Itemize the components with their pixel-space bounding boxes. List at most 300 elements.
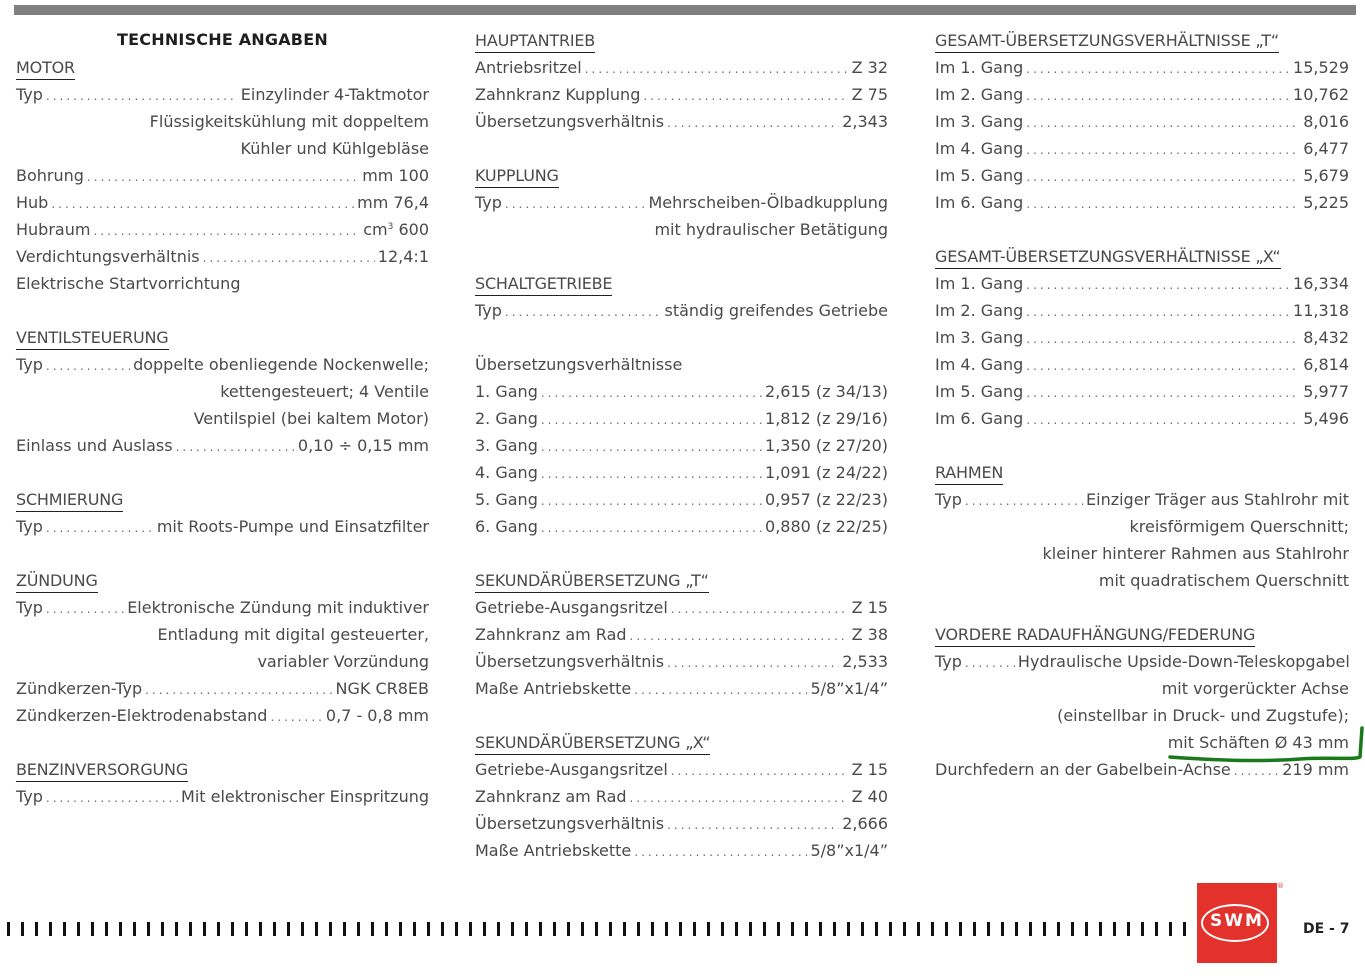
footer-dash — [495, 922, 509, 936]
spec-label: Typ — [935, 490, 962, 509]
spec-value: Einziger Träger aus Stahlrohr mit — [1086, 490, 1349, 509]
spec-label: Maße Antriebskette — [475, 679, 632, 698]
spec-value: Z 38 — [851, 625, 888, 644]
spec-continuation: (einstellbar in Druck- und Zugstufe); — [1057, 706, 1349, 725]
spec-row — [935, 189, 1349, 216]
dot-leader — [46, 353, 130, 380]
footer-dash — [299, 922, 313, 936]
footer-dash — [985, 922, 999, 936]
footer-dash — [5, 922, 19, 936]
footer-dash — [1083, 922, 1097, 936]
dot-leader — [1234, 758, 1279, 785]
footer-dash — [61, 922, 75, 936]
footer-dash — [481, 922, 495, 936]
footer-dash — [159, 922, 173, 936]
spec-row — [475, 648, 888, 675]
column-2 — [475, 27, 888, 864]
dot-leader — [1026, 353, 1300, 380]
footer-dash — [649, 922, 663, 936]
footer-dash — [425, 922, 439, 936]
section-heading-rahmen: RAHMEN — [935, 462, 1003, 485]
footer-dash — [901, 922, 915, 936]
spacer — [935, 216, 1349, 243]
spec-continuation: mit vorgerückter Achse — [1161, 679, 1349, 698]
spec-value: Mehrscheiben-Ölbadkupplung — [648, 193, 888, 212]
spec-row — [935, 324, 1349, 351]
spec-label: Im 6. Gang — [935, 409, 1024, 428]
footer-dash — [621, 922, 635, 936]
spacer — [475, 135, 888, 162]
spec-value: 11,318 — [1293, 301, 1349, 320]
footer-dash — [761, 922, 775, 936]
dot-leader — [965, 650, 1015, 677]
dot-leader — [1026, 110, 1300, 137]
spec-label: Im 1. Gang — [935, 274, 1024, 293]
spec-label: Übersetzungsverhältnis — [475, 112, 665, 131]
footer-dash — [803, 922, 817, 936]
page-title: TECHNISCHE ANGABEN — [117, 30, 328, 49]
spec-label: Hub — [16, 193, 49, 212]
column-3 — [935, 27, 1349, 783]
spec-value: 2,343 — [842, 112, 888, 131]
dot-leader — [1026, 164, 1300, 191]
spec-value: 2,666 — [842, 814, 888, 833]
footer-dash — [1153, 922, 1167, 936]
footer-dash — [383, 922, 397, 936]
spec-text: Elektrische Startvorrichtung — [16, 274, 241, 293]
spec-label: Typ — [16, 85, 43, 104]
spec-value: Mit elektronischer Einspritzung — [181, 787, 429, 806]
footer-dash — [747, 922, 761, 936]
dot-leader — [667, 110, 839, 137]
spec-label: Verdichtungsverhältnis — [16, 247, 200, 266]
spec-value: Z 75 — [851, 85, 888, 104]
spec-label: Zündkerzen-Typ — [16, 679, 143, 698]
footer-dash — [411, 922, 425, 936]
spec-value: 2,533 — [842, 652, 888, 671]
footer-dash — [33, 922, 47, 936]
spec-label: Im 3. Gang — [935, 328, 1024, 347]
spec-row — [16, 243, 429, 270]
spacer — [475, 324, 888, 351]
footer-dash — [789, 922, 803, 936]
footer-dash — [341, 922, 355, 936]
footer-dash — [635, 922, 649, 936]
spec-continuation: Flüssigkeitskühlung mit doppeltem — [149, 112, 429, 131]
spec-row — [475, 378, 888, 405]
footer-dash — [453, 922, 467, 936]
spec-row — [935, 297, 1349, 324]
swm-logo — [1197, 883, 1277, 963]
spec-row — [475, 459, 888, 486]
spec-row — [935, 378, 1349, 405]
spec-row — [935, 135, 1349, 162]
footer-dash — [1013, 922, 1027, 936]
footer-dash — [509, 922, 523, 936]
spec-value: 10,762 — [1293, 85, 1349, 104]
dot-leader — [1026, 137, 1300, 164]
spec-label: Im 4. Gang — [935, 139, 1024, 158]
spec-row — [475, 54, 888, 81]
footer-dash — [999, 922, 1013, 936]
dot-leader — [46, 596, 124, 623]
dot-leader — [270, 704, 322, 731]
dot-leader — [1026, 407, 1300, 434]
footer-dash — [593, 922, 607, 936]
spacer — [16, 297, 429, 324]
spec-row — [16, 513, 429, 540]
section-heading-motor: MOTOR — [16, 57, 75, 80]
spec-label: Typ — [475, 301, 502, 320]
spec-row — [16, 189, 429, 216]
top-band — [14, 5, 1356, 15]
spec-value: Elektronische Zündung mit induktiver — [127, 598, 429, 617]
spec-value: 5,225 — [1303, 193, 1349, 212]
spec-row — [935, 405, 1349, 432]
spacer — [475, 702, 888, 729]
section-heading-sekundaer-x: SEKUNDÄRÜBERSETZUNG „X“ — [475, 732, 710, 755]
dot-leader — [630, 623, 849, 650]
dot-leader — [965, 488, 1083, 515]
spec-label: Typ — [16, 598, 43, 617]
dot-leader — [87, 164, 359, 191]
footer-dash — [173, 922, 187, 936]
spec-value: 5,977 — [1303, 382, 1349, 401]
spec-row — [475, 621, 888, 648]
dot-leader — [667, 650, 839, 677]
footer-dash — [1139, 922, 1153, 936]
footer-dash — [705, 922, 719, 936]
spec-label: 4. Gang — [475, 463, 538, 482]
footer-dash — [187, 922, 201, 936]
dot-leader — [541, 461, 762, 488]
footer-dash — [845, 922, 859, 936]
footer-dash — [1069, 922, 1083, 936]
spec-label: Im 5. Gang — [935, 166, 1024, 185]
footer-dash — [523, 922, 537, 936]
dot-leader — [51, 191, 354, 218]
dot-leader — [630, 785, 849, 812]
spec-value: Hydraulische Upside-Down-Teleskopgabel — [1017, 652, 1350, 671]
spec-value: 15,529 — [1293, 58, 1349, 77]
spec-value: 219 mm — [1282, 760, 1349, 779]
spec-label: Im 3. Gang — [935, 112, 1024, 131]
footer-dash — [467, 922, 481, 936]
spec-continuation: Ventilspiel (bei kaltem Motor) — [193, 409, 429, 428]
dot-leader — [176, 434, 295, 461]
spec-label: Hubraum — [16, 220, 91, 239]
spec-row — [16, 702, 429, 729]
spec-value: 1,812 (z 29/16) — [765, 409, 888, 428]
column-1 — [16, 27, 429, 810]
section-heading-sekundaer-t: SEKUNDÄRÜBERSETZUNG „T“ — [475, 570, 709, 593]
dot-leader — [1026, 326, 1300, 353]
spec-value: Z 32 — [851, 58, 888, 77]
dot-leader — [643, 83, 848, 110]
footer-dash — [565, 922, 579, 936]
spacer — [475, 243, 888, 270]
dot-leader — [505, 191, 646, 218]
dot-leader — [505, 299, 662, 326]
spec-label: 1. Gang — [475, 382, 538, 401]
spec-label: Maße Antriebskette — [475, 841, 632, 860]
footer-dash-bar — [5, 922, 1191, 936]
spec-label: Im 2. Gang — [935, 85, 1024, 104]
spec-value: Z 15 — [851, 760, 888, 779]
dot-leader — [541, 407, 762, 434]
spec-row — [16, 81, 429, 108]
section-heading-vordere-radaufhaengung: VORDERE RADAUFHÄNGUNG/FEDERUNG — [935, 624, 1255, 647]
section-heading-ventilsteuerung: VENTILSTEUERUNG — [16, 327, 169, 350]
spec-value: mm 76,4 — [357, 193, 429, 212]
spec-label: Zahnkranz am Rad — [475, 787, 627, 806]
footer-dash — [971, 922, 985, 936]
dot-leader — [1026, 56, 1290, 83]
footer-dash — [1111, 922, 1125, 936]
spec-label: Einlass und Auslass — [16, 436, 173, 455]
dot-leader — [667, 812, 839, 839]
footer-dash — [537, 922, 551, 936]
spec-label: Getriebe-Ausgangsritzel — [475, 760, 668, 779]
footer-dash — [201, 922, 215, 936]
footer-dash — [89, 922, 103, 936]
spacer — [16, 540, 429, 567]
spec-value: Z 40 — [851, 787, 888, 806]
footer-dash — [719, 922, 733, 936]
section-heading-hauptantrieb: HAUPTANTRIEB — [475, 30, 595, 53]
spec-row — [475, 297, 888, 324]
logo-text: SWM — [1210, 911, 1264, 931]
spec-row — [475, 756, 888, 783]
spec-row — [475, 405, 888, 432]
footer-dash — [887, 922, 901, 936]
spec-value: 5/8”x1/4” — [810, 679, 888, 698]
footer-dash — [243, 922, 257, 936]
footer-dash — [439, 922, 453, 936]
footer-dash — [75, 922, 89, 936]
footer-dash — [775, 922, 789, 936]
footer-dash — [285, 922, 299, 936]
spec-row — [16, 216, 429, 243]
dot-leader — [1026, 83, 1290, 110]
spec-continuation: Entladung mit digital gesteuerter, — [157, 625, 429, 644]
spec-label: 3. Gang — [475, 436, 538, 455]
spec-label: Typ — [16, 787, 43, 806]
section-heading-zuendung: ZÜNDUNG — [16, 570, 98, 593]
footer-dash — [117, 922, 131, 936]
spec-row — [16, 594, 429, 621]
section-heading-gesamt-x: GESAMT-ÜBERSETZUNGSVERHÄLTNISSE „X“ — [935, 246, 1281, 269]
dot-leader — [46, 515, 154, 542]
spec-label: 2. Gang — [475, 409, 538, 428]
spec-value: Z 15 — [851, 598, 888, 617]
spec-value: mit Roots-Pumpe und Einsatzfilter — [156, 517, 429, 536]
spec-continuation: kreisförmigem Querschnitt; — [1129, 517, 1349, 536]
registered-mark: ® — [1277, 882, 1284, 890]
spec-value: 5,679 — [1303, 166, 1349, 185]
spec-row — [475, 189, 888, 216]
footer-dash — [859, 922, 873, 936]
footer-dash — [915, 922, 929, 936]
spec-continuation: mit quadratischem Querschnitt — [1098, 571, 1349, 590]
spec-label: Bohrung — [16, 166, 84, 185]
dot-leader — [1026, 272, 1290, 299]
footer-dash — [131, 922, 145, 936]
dot-leader — [46, 785, 178, 812]
footer-dash — [271, 922, 285, 936]
spacer — [935, 432, 1349, 459]
footer-dash — [1027, 922, 1041, 936]
dot-leader — [671, 596, 849, 623]
spec-row — [935, 270, 1349, 297]
dot-leader — [541, 380, 762, 407]
spec-value: 8,016 — [1303, 112, 1349, 131]
spec-value: 8,432 — [1303, 328, 1349, 347]
spec-row — [16, 351, 429, 378]
spec-row — [475, 432, 888, 459]
spec-row — [475, 486, 888, 513]
spec-label: Im 5. Gang — [935, 382, 1024, 401]
footer-dash — [355, 922, 369, 936]
spec-label: 5. Gang — [475, 490, 538, 509]
spec-row — [935, 81, 1349, 108]
footer-dash — [1097, 922, 1111, 936]
spec-row — [475, 783, 888, 810]
footer-dash — [257, 922, 271, 936]
spec-row — [16, 783, 429, 810]
footer-dash — [929, 922, 943, 936]
spec-value: NGK CR8EB — [335, 679, 429, 698]
footer-dash — [103, 922, 117, 936]
spec-value: 0,880 (z 22/25) — [765, 517, 888, 536]
spec-value: 0,957 (z 22/23) — [765, 490, 888, 509]
footer-dash — [369, 922, 383, 936]
spec-fragment: 600 — [398, 220, 429, 239]
spec-fragment: cm — [363, 220, 388, 239]
spec-value: 16,334 — [1293, 274, 1349, 293]
footer-dash — [215, 922, 229, 936]
spacer — [935, 594, 1349, 621]
spec-label: Zahnkranz Kupplung — [475, 85, 641, 104]
spec-value: 0,7 - 0,8 mm — [325, 706, 429, 725]
spec-value: 5,496 — [1303, 409, 1349, 428]
footer-dash — [1125, 922, 1139, 936]
section-heading-gesamt-t: GESAMT-ÜBERSETZUNGSVERHÄLTNISSE „T“ — [935, 30, 1279, 53]
spec-row — [475, 675, 888, 702]
footer-dash — [47, 922, 61, 936]
spacer — [16, 27, 429, 54]
spacer — [475, 540, 888, 567]
footer-dash — [1167, 922, 1181, 936]
dot-leader — [1026, 191, 1300, 218]
spec-label: Im 4. Gang — [935, 355, 1024, 374]
section-heading-schaltgetriebe: SCHALTGETRIEBE — [475, 273, 612, 296]
spec-value: 0,10 ÷ 0,15 mm — [297, 436, 429, 455]
page-number: DE - 7 — [1303, 921, 1350, 937]
section-heading-benzinversorgung: BENZINVERSORGUNG — [16, 759, 188, 782]
spec-value: ständig greifendes Getriebe — [664, 301, 888, 320]
footer-dash — [229, 922, 243, 936]
spec-continuation: Kühler und Kühlgebläse — [240, 139, 429, 158]
footer-dash — [327, 922, 341, 936]
spec-label: Übersetzungsverhältnis — [475, 652, 665, 671]
footer-dash — [607, 922, 621, 936]
footer-dash — [831, 922, 845, 936]
spec-row — [16, 432, 429, 459]
dot-leader — [93, 218, 360, 245]
spec-row — [935, 756, 1349, 783]
spec-value: 6,477 — [1303, 139, 1349, 158]
dot-leader — [1026, 380, 1300, 407]
footer-dash — [943, 922, 957, 936]
spec-value: 6,814 — [1303, 355, 1349, 374]
spec-row — [16, 162, 429, 189]
spec-value: doppelte obenliegende Nockenwelle; — [133, 355, 429, 374]
spec-label: Typ — [16, 355, 43, 374]
footer-dash — [733, 922, 747, 936]
spec-continuation: kettengesteuert; 4 Ventile — [220, 382, 429, 401]
footer-dash — [1055, 922, 1069, 936]
footer-dash — [1041, 922, 1055, 936]
spec-row — [935, 648, 1349, 675]
footer-dash — [313, 922, 327, 936]
spec-row — [475, 837, 888, 864]
spec-value: mm 100 — [362, 166, 429, 185]
spec-row — [935, 162, 1349, 189]
spec-continuation-highlighted: mit Schäften Ø 43 mm — [1167, 733, 1349, 752]
spec-label: Im 6. Gang — [935, 193, 1024, 212]
spec-row — [935, 54, 1349, 81]
subheading-uebersetzungsverhaeltnisse: Übersetzungsverhältnisse — [475, 355, 683, 374]
spec-row — [475, 513, 888, 540]
dot-leader — [585, 56, 849, 83]
spec-row — [475, 108, 888, 135]
dot-leader — [671, 758, 849, 785]
footer-dash — [873, 922, 887, 936]
spec-row — [475, 810, 888, 837]
footer-dash — [817, 922, 831, 936]
spec-value: 1,091 (z 24/22) — [765, 463, 888, 482]
dot-leader — [541, 488, 762, 515]
footer-dash — [579, 922, 593, 936]
dot-leader — [634, 677, 807, 704]
dot-leader — [203, 245, 375, 272]
spec-value: 12,4:1 — [377, 247, 429, 266]
spec-value: $cm^3$ 600 — [363, 220, 429, 239]
spec-row — [935, 108, 1349, 135]
spec-value: 2,615 (z 34/13) — [765, 382, 888, 401]
dot-leader — [46, 83, 238, 110]
spec-label: Zahnkranz am Rad — [475, 625, 627, 644]
dot-leader — [145, 677, 332, 704]
dot-leader — [1026, 299, 1290, 326]
footer-dash — [691, 922, 705, 936]
spec-row — [935, 486, 1349, 513]
spec-label: Typ — [935, 652, 962, 671]
footer-dash — [145, 922, 159, 936]
footer-dash — [663, 922, 677, 936]
footer-dash — [551, 922, 565, 936]
spec-row — [935, 351, 1349, 378]
footer-dash — [19, 922, 33, 936]
spec-label: Übersetzungsverhältnis — [475, 814, 665, 833]
spec-label: Im 2. Gang — [935, 301, 1024, 320]
spec-continuation: kleiner hinterer Rahmen aus Stahlrohr — [1042, 544, 1349, 563]
spec-row — [475, 81, 888, 108]
spec-continuation: mit hydraulischer Betätigung — [654, 220, 888, 239]
spec-value: 1,350 (z 27/20) — [765, 436, 888, 455]
dot-leader — [634, 839, 807, 866]
